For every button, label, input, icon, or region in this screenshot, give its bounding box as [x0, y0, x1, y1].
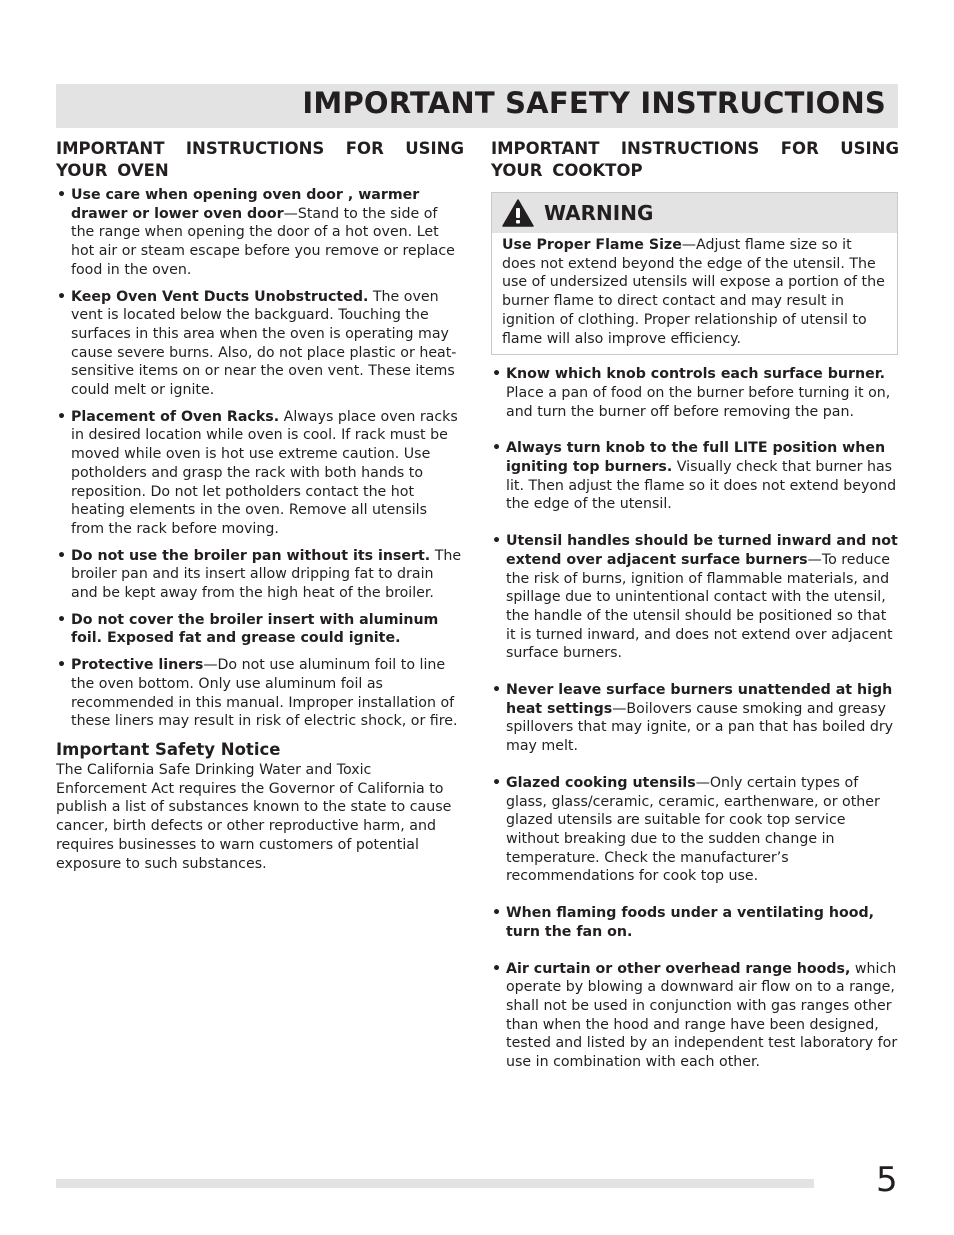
page-number: 5 — [876, 1160, 898, 1200]
bullet-icon: • — [492, 366, 502, 383]
warning-label: WARNING — [544, 201, 654, 225]
item-text: —Boilovers cause smoking and greasy spillovers that may ignite, or a pan that has boiled dry may melt. — [506, 700, 894, 755]
bullet-icon: • — [492, 905, 502, 922]
item-text: —Only certain types of glass, glass/ceramic, ceramic, earthenware, or other glazed utensils are suitable for cook top service without breaking due to the sudden change in temperature. Check the manufacturer’s recommendations for cook top use. — [506, 774, 880, 885]
list-item — [56, 656, 464, 731]
safety-notice-title: Important Safety Notice — [56, 739, 281, 759]
item-lead: Always turn knob to the full LITE position when igniting top burners. — [506, 440, 886, 476]
list-item — [491, 439, 899, 514]
bullet-icon: • — [57, 547, 67, 564]
list-item — [491, 774, 899, 886]
item-lead: Do not use the broiler pan without its insert. — [71, 547, 431, 564]
bullet-icon: • — [492, 960, 502, 977]
list-item — [56, 611, 464, 648]
title-banner — [56, 84, 898, 128]
item-text: The oven vent is located below the backguard. Touching the surfaces in this area when the oven is operating may cause severe burns. Also, do not place plastic or heat-sensitive items on or near the oven vent. These items could melt or ignite. — [71, 288, 457, 399]
item-lead: Use care when opening oven door , warmer drawer or lower oven door — [71, 187, 420, 222]
bullet-icon: • — [492, 533, 502, 550]
warning-triangle-icon — [502, 199, 534, 227]
list-item — [56, 288, 464, 400]
warning-body — [492, 233, 897, 354]
list-item — [491, 904, 899, 941]
item-lead: Utensil handles should be turned inward and not extend over adjacent surface burners — [506, 533, 898, 568]
footer-rule — [56, 1179, 814, 1188]
item-lead: Do not cover the broiler insert with aluminum foil. Exposed fat and grease could ignite. — [71, 611, 439, 647]
item-text: which operate by blowing a downward air flow on to a range, shall not be used in conjunction with gas ranges other than when the hood and range have been designed, tested and listed by an independent test laboratory for use in combination with each other. — [506, 960, 898, 1071]
item-text: —To reduce the risk of burns, ignition of flammable materials, and spillage due to unintentional contact with the utensil, the handle of the utensil should be positioned so that it is turned inward, and does not extend over adjacent surface burners. — [506, 551, 893, 662]
warning-lead: Use Proper Flame Size — [502, 237, 682, 253]
bullet-icon: • — [57, 611, 67, 628]
bullet-icon: • — [57, 187, 67, 203]
item-text: Always place oven racks in desired location while oven is cool. If rack must be moved while oven is hot use extreme caution. Use potholders and grasp the rack with both hands to reposition. Do not let potholders contact the hot heating elements in the oven. Remove all utensils from the rack before moving. — [71, 408, 458, 537]
item-text: Visually check that burner has lit. Then adjust the flame so it does not extend beyond the edge of the utensil. — [506, 459, 897, 513]
bullet-icon: • — [492, 440, 502, 457]
list-item — [491, 532, 899, 663]
cooktop-instructions-heading: IMPORTANT INSTRUCTIONS FOR USING YOUR COOKTOP — [491, 139, 899, 180]
safety-notice-body: The California Safe Drinking Water and Toxic Enforcement Act requires the Governor of California to publish a list of substances known to the state to cause cancer, birth defects or other reproductive harm, and requires businesses to warn customers of potential exposure to such substances. — [56, 761, 452, 872]
item-lead: Glazed cooking utensils — [506, 774, 696, 791]
item-lead: Know which knob controls each surface burner. — [506, 366, 886, 383]
bullet-icon: • — [57, 288, 67, 305]
item-text: The broiler pan and its insert allow dripping fat to drain and be kept away from the high heat of the broiler. — [71, 547, 462, 602]
right-column — [491, 138, 899, 1090]
left-column — [56, 138, 464, 873]
list-item — [56, 547, 464, 603]
item-lead: Keep Oven Vent Ducts Unobstructed. — [71, 288, 369, 305]
item-text: —Do not use aluminum foil to line the oven bottom. Only use aluminum foil as recommended in this manual. Improper installation of these liners may result in risk of electric shock, or fire. — [71, 657, 458, 730]
item-text: —Stand to the side of the range when opening the door of a hot oven. Let hot air or steam escape before you remove or replace food in the oven. — [71, 205, 455, 278]
bullet-icon: • — [492, 682, 502, 699]
item-lead: Placement of Oven Racks. — [71, 408, 280, 425]
bullet-icon: • — [492, 774, 502, 791]
list-item — [56, 408, 464, 539]
item-lead: Protective liners — [71, 657, 204, 674]
page-title: IMPORTANT SAFETY INSTRUCTIONS — [302, 86, 886, 120]
warning-box — [491, 192, 898, 355]
list-item — [56, 186, 464, 280]
list-item — [491, 365, 899, 421]
oven-instructions-list — [56, 186, 464, 731]
item-lead: Never leave surface burners unattended at high heat settings — [506, 682, 893, 717]
warning-header — [492, 193, 897, 233]
item-lead: When flaming foods under a ventilating hood, turn the fan on. — [506, 905, 875, 940]
bullet-icon: • — [57, 657, 67, 674]
item-text: Place a pan of food on the burner before turning it on, and turn the burner off before removing the pan. — [506, 384, 891, 420]
warning-text: —Adjust flame size so it does not extend beyond the edge of the utensil. The use of undersized utensils will expose a portion of the burner flame to direct contact and may result in ignition of clothing. Proper relationship of utensil to flame will also improve efficiency. — [502, 237, 885, 347]
list-item — [491, 681, 899, 756]
bullet-icon: • — [57, 408, 67, 425]
item-lead: Air curtain or other overhead range hoods, — [506, 960, 851, 977]
oven-instructions-heading: IMPORTANT INSTRUCTIONS FOR USING YOUR OVEN — [56, 139, 464, 180]
list-item — [491, 960, 899, 1072]
cooktop-instructions-list — [491, 365, 899, 1072]
